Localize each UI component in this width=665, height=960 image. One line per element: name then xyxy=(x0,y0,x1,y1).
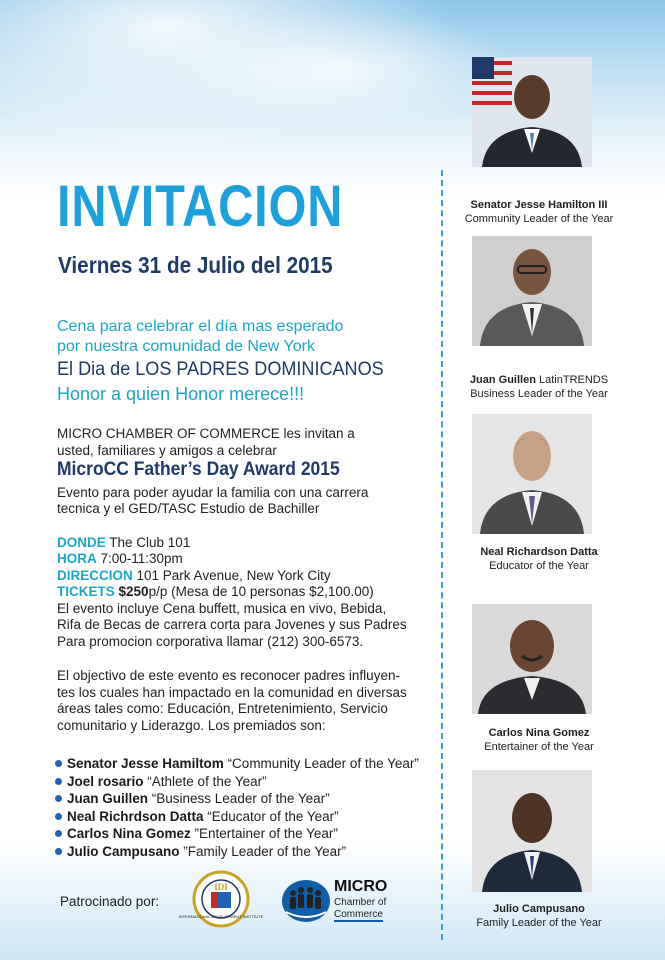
honoree-photo xyxy=(472,770,592,892)
honoree-photo xyxy=(472,414,592,534)
microcc-title: MICRO xyxy=(334,878,388,895)
donde-label: DONDE xyxy=(57,535,106,550)
list-item: Julio Campusano ”Family Leader of the Year” xyxy=(55,843,419,861)
detail-extra-1: El evento incluye Cena buffett, musica en vivo, Bebida, xyxy=(57,601,387,616)
microcc-line-1: Chamber of xyxy=(334,897,387,908)
event-date: Viernes 31 de Julio del 2015 xyxy=(58,252,333,278)
donde-value: The Club 101 xyxy=(105,535,191,550)
detail-tickets xyxy=(57,584,374,600)
idi-logo xyxy=(178,870,264,928)
sponsor-label: Patrocinado por: xyxy=(60,894,160,909)
honoree-photo xyxy=(472,236,592,346)
detail-extra-2: Rifa de Becas de carrera corta para Jovenes y sus Padres xyxy=(57,617,407,632)
direccion-value: 101 Park Avenue, New York City xyxy=(132,568,331,583)
detail-donde xyxy=(57,535,190,551)
dashed-divider xyxy=(441,170,443,940)
award-desc-1: Evento para poder ayudar la familia con una carrera xyxy=(57,485,369,500)
microcc-logo-icon xyxy=(280,878,332,924)
hora-label: HORA xyxy=(57,551,97,566)
bullet-icon xyxy=(55,848,62,855)
background-swirl xyxy=(160,10,520,130)
bullet-icon xyxy=(55,778,62,785)
intro-headline: El Dia de LOS PADRES DOMINICANOS xyxy=(57,359,384,380)
bullet-icon xyxy=(55,813,62,820)
objective-line-3: áreas tales como: Educación, Entretenimiento, Servicio xyxy=(57,701,388,716)
detail-hora xyxy=(57,551,183,567)
page-title: INVITACION xyxy=(57,174,344,239)
objective-line-1: El objectivo de este evento es reconocer padres influyen- xyxy=(57,668,400,683)
honoree-caption: Julio Campusano Family Leader of the Year xyxy=(476,903,602,929)
intro-motto: Honor a quien Honor merece!!! xyxy=(57,384,305,404)
invite-line-2: usted, familiares y amigos a celebrar xyxy=(57,443,277,458)
award-title: MicroCC Father’s Day Award 2015 xyxy=(57,459,340,480)
objective-line-2: tes los cuales han impactado en la comunidad en diversas xyxy=(57,685,407,700)
tickets-price: $250 xyxy=(114,584,149,599)
bullet-icon xyxy=(55,830,62,837)
detail-extra-3: Para promocion corporativa llamar (212) 300-6573. xyxy=(57,634,364,649)
objective-line-4: comunitario y Liderazgo. Los premiados son: xyxy=(57,718,326,733)
microcc-line-2: Commerce xyxy=(334,909,383,920)
tickets-label: TICKETS xyxy=(57,584,115,599)
tickets-value: p/p (Mesa de 10 personas $2,100.00) xyxy=(148,584,374,599)
honoree-caption: Neal Richardson Datta Educator of the Year xyxy=(480,546,598,572)
hora-value: 7:00-11:30pm xyxy=(96,551,183,566)
intro-line-1: Cena para celebrar el día mas esperado xyxy=(57,318,344,335)
detail-direccion xyxy=(57,568,331,584)
list-item: Carlos Nina Gomez ”Entertainer of the Year” xyxy=(55,825,419,843)
bullet-icon xyxy=(55,760,62,767)
intro-line-2: por nuestra comunidad de New York xyxy=(57,338,315,355)
honoree-caption: Juan Guillen LatinTRENDS Business Leader of the Year xyxy=(469,374,609,400)
list-item: Senator Jesse Hamiltom “Community Leader of the Year” xyxy=(55,755,419,773)
award-desc-2: tecnica y el GED/TASC Estudio de Bachiller xyxy=(57,501,320,516)
direccion-label: DIRECCION xyxy=(57,568,133,583)
list-item: Juan Guillen “Business Leader of the Year” xyxy=(55,790,419,808)
honoree-photo xyxy=(472,57,592,167)
honoree-caption: Carlos Nina Gomez Entertainer of the Year xyxy=(484,727,594,753)
list-item: Joel rosario “Athlete of the Year” xyxy=(55,773,419,791)
list-item: Neal Richrdson Datta “Educator of the Year” xyxy=(55,808,419,826)
awardee-list xyxy=(55,755,419,860)
invite-line-1: MICRO CHAMBER OF COMMERCE les invitan a xyxy=(57,426,355,441)
bullet-icon xyxy=(55,795,62,802)
idi-abbr: IDI xyxy=(214,882,228,892)
honoree-photo xyxy=(472,604,592,714)
idi-text: INTERNATIONAL DEVELOPMENT INSTITUTE xyxy=(178,914,264,919)
honoree-caption: Senator Jesse Hamilton III Community Leader of the Year xyxy=(464,199,614,225)
